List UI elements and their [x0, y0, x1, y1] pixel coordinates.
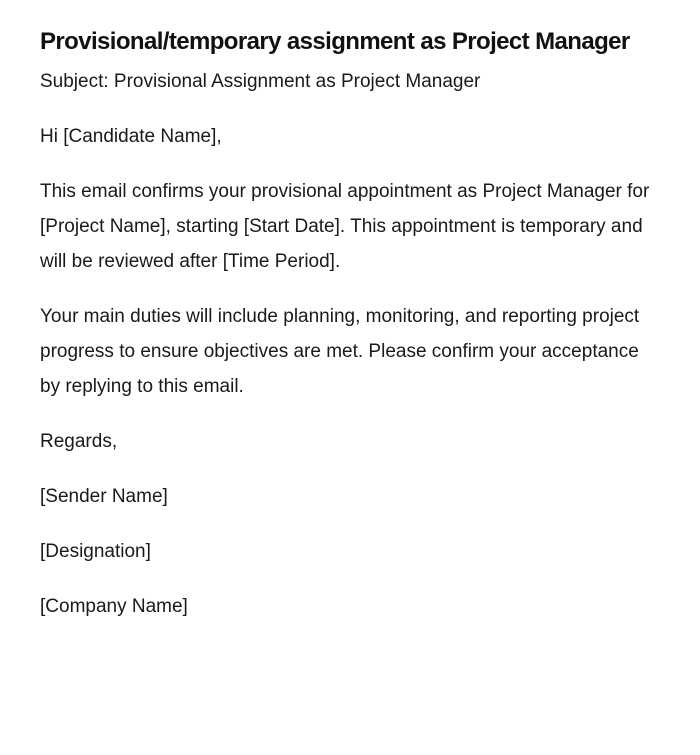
email-greeting: Hi [Candidate Name], — [40, 126, 222, 147]
body-paragraph-appointment: This email confirms your provisional appointment as Project Manager for [Project Name], starting [Start Date]. This appointment is temporary and will be reviewed after [Time Period]. — [40, 181, 650, 272]
email-closing: Regards, — [40, 431, 118, 452]
email-subject: Subject: Provisional Assignment as Project Manager — [40, 71, 481, 92]
document-title: Provisional/temporary assignment as Project Manager — [40, 28, 630, 55]
body-paragraph-duties: Your main duties will include planning, monitoring, and reporting project progress to ensure objectives are met. Please confirm your acceptance by replying to this email. — [40, 306, 640, 397]
company-name: [Company Name] — [40, 596, 188, 617]
sender-designation: [Designation] — [40, 541, 151, 562]
sender-name: [Sender Name] — [40, 486, 168, 507]
